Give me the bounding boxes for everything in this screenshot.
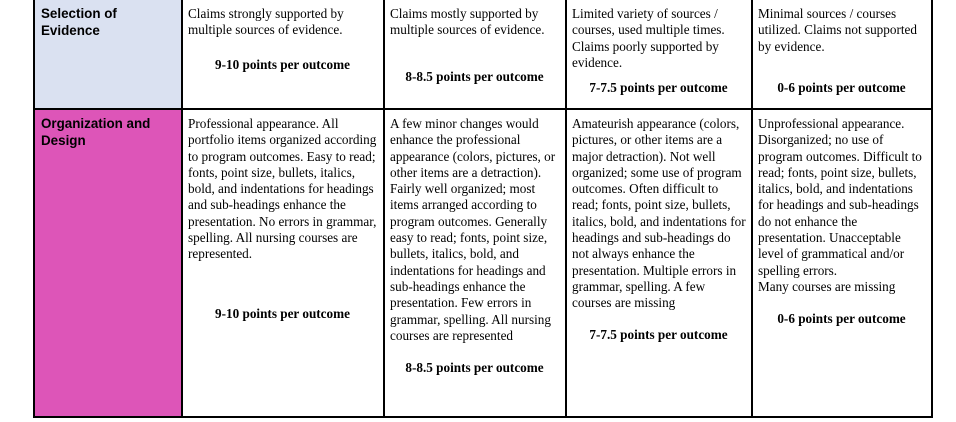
level-description: A few minor changes would enhance the professional appearance (colors, pictures, or other items are a detraction). Fairly well organized; most items arranged according to program outcomes. Generally easy to read; fonts, point size, bullets, italics, bold, and indentations for headings and sub-headings enhance the presentation. Few errors in grammar, spelling. All nursing courses are represented: [390, 116, 556, 343]
level-description: Unprofessional appearance. Disorganized; no use of program outcomes. Difficult to read; fonts, point size, bullets, italics, bold, and indentations for headings and sub-headings do not enhance the presentation. Unacceptable level of grammatical and/or spelling errors.: [758, 116, 922, 278]
level-points: 9-10 points per outcome: [215, 56, 350, 72]
rubric-row-organization-and-design: [34, 109, 932, 417]
level-description: Minimal sources / courses utilized. Claims not supported by evidence.: [758, 6, 917, 54]
level-points: 8-8.5 points per outcome: [405, 68, 544, 84]
rubric-cell: [182, 109, 384, 417]
rubric-cell: [752, 0, 932, 109]
level-description: Claims strongly supported by multiple sources of evidence.: [188, 6, 344, 38]
level-description-extra: Many courses are missing: [758, 278, 896, 294]
rubric-cell: [752, 109, 932, 417]
level-points: 8-8.5 points per outcome: [405, 360, 544, 376]
rubric-cell: [566, 0, 752, 109]
level-description: Claims mostly supported by multiple sources of evidence.: [390, 6, 545, 38]
rubric-row-selection-of-evidence: [34, 0, 932, 109]
level-points: 0-6 points per outcome: [777, 311, 906, 327]
criterion-label: Selection of Evidence: [34, 0, 182, 109]
rubric-cell: [566, 109, 752, 417]
rubric-table: [33, 0, 933, 418]
level-points: 9-10 points per outcome: [215, 305, 350, 321]
level-points: 7-7.5 points per outcome: [589, 326, 728, 342]
level-description: Limited variety of sources / courses, used multiple times. Claims poorly supported by evidence.: [572, 6, 725, 70]
level-points: 0-6 points per outcome: [777, 79, 906, 95]
rubric-cell: [384, 109, 566, 417]
rubric-cell: [182, 0, 384, 109]
rubric-cell: [384, 0, 566, 109]
level-description: Amateurish appearance (colors, pictures, or other items are a major detraction). Not well organized; some use of program outcomes. Often difficult to read; fonts, point size, bullets, italics, bold, and indentations for headings and sub-headings do not always enhance the presentation. Multiple errors in grammar, spelling. A few courses are missing: [572, 116, 746, 311]
criterion-label: Organization and Design: [34, 109, 182, 417]
level-description: Professional appearance. All portfolio items organized according to program outcomes. Easy to read; fonts, point size, bullets, italics, bold, and indentations for headings and sub-headings enhance the presentation. No errors in grammar, spelling. All nursing courses are represented.: [188, 116, 377, 262]
level-points: 7-7.5 points per outcome: [589, 80, 728, 96]
